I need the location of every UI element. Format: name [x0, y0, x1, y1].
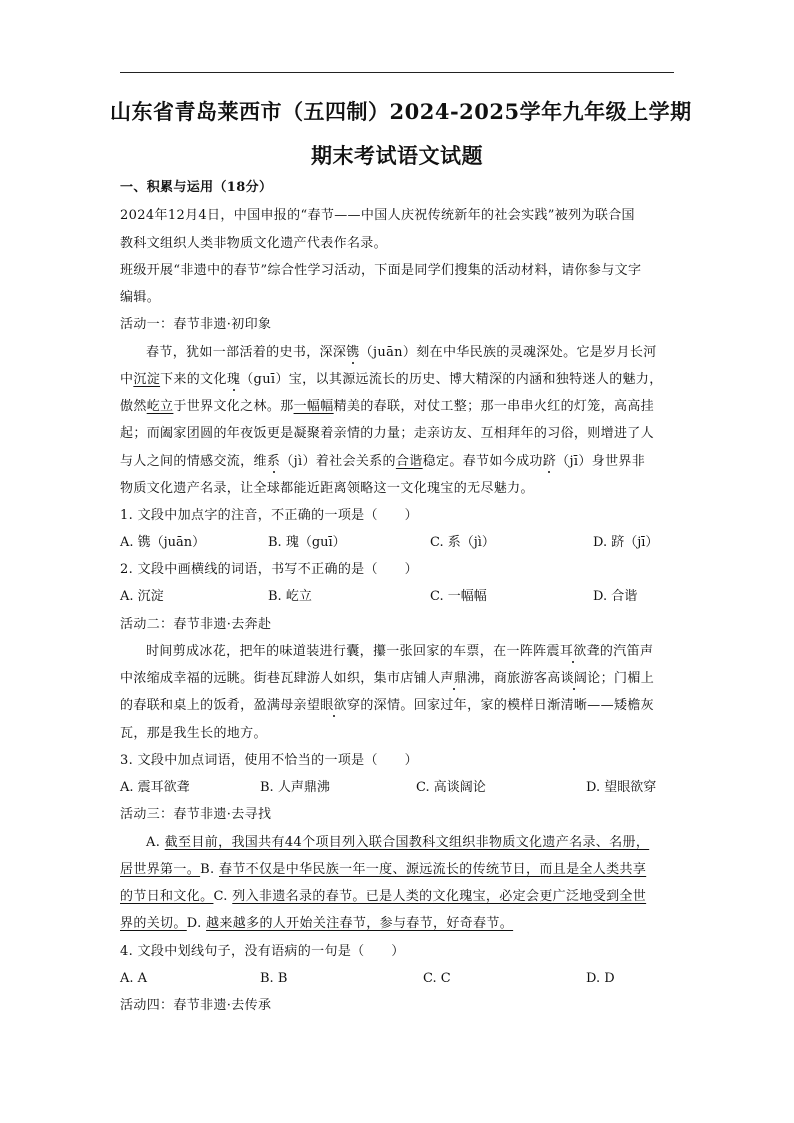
text-run: 傲然 [120, 399, 147, 414]
question-stem: 3. 文段中加点词语，使用不恰当的一项是（ ） [120, 753, 418, 768]
activity-heading: 活动一：春节非遗·初印象 [120, 317, 272, 332]
paragraph-line [120, 373, 663, 386]
text-run: 春节，犹如一部活着的史书，深深 [146, 345, 347, 360]
option-c[interactable]: C. 系（jì） [430, 535, 495, 550]
text-run: ，商旅游客 [480, 671, 548, 686]
question-stem: 2. 文段中画横线的词语，书写不正确的是（ ） [120, 562, 418, 577]
option-b[interactable]: B. B [260, 971, 288, 986]
underlined-sentence: 春节不仅是中华民族一年一度、源远流长的传统节日，而且是全人类共享 [218, 862, 647, 877]
underlined-word: 屹立 [146, 399, 174, 414]
underlined-sentence: 列入非遗名录的春节。已是人类的文化瑰宝，必定会更广泛地受到全世 [232, 889, 647, 904]
text-run: 中浓缩成幸福的远眺。街巷瓦肆游人如织，集市店铺 [120, 671, 428, 686]
intro-line: 2024年12月4日，中国申报的“春节——中国人庆祝传统新年的社会实践”被列为联合国 [120, 208, 635, 223]
text-run: 精美的春联，对仗工整；那一串串火红的灯笼，高高挂 [333, 399, 655, 414]
paragraph-line [120, 917, 513, 930]
activity-heading: 活动二：春节非遗·去奔赴 [120, 617, 272, 632]
page-subtitle: 期末考试语文试题 [311, 143, 483, 168]
page-title: 山东省青岛莱西市（五四制）2024-2025学年九年级上学期 [110, 99, 692, 124]
intro-line: 班级开展“非遗中的春节”综合性学习活动，下面是同学们搜集的活动材料，请你参与文字 [120, 263, 642, 278]
underlined-sentence: 居世界第一。 [120, 862, 201, 877]
paragraph-line [120, 863, 646, 876]
paragraph-line [120, 699, 654, 712]
sentence-label: C. [213, 889, 233, 904]
paragraph-line [120, 890, 646, 903]
option-d[interactable]: D. 合谐 [593, 589, 638, 604]
underlined-word: 一幅幅 [293, 399, 334, 414]
text-run: 于世界文化之林。那 [173, 399, 294, 414]
sentence-label: A. [146, 835, 165, 850]
text-run: 中 [120, 372, 134, 387]
dotted-char: 跻 [542, 454, 557, 469]
underlined-sentence: 界的关切。 [120, 916, 187, 931]
dotted-phrase: 人声鼎沸 [427, 671, 481, 686]
activity-heading: 活动四：春节非遗·去传承 [120, 998, 272, 1013]
sentence-label: D. [186, 916, 207, 931]
option-d[interactable]: D. 望眼欲穿 [586, 780, 657, 795]
underlined-sentence: 的节日和文化。 [120, 889, 214, 904]
paragraph-line [120, 455, 645, 468]
option-c[interactable]: C. 一幅幅 [430, 589, 487, 604]
underlined-word: 沉淀 [133, 372, 161, 387]
underlined-word: 合谐 [395, 454, 423, 469]
intro-line: 编辑。 [120, 290, 161, 305]
option-a[interactable]: A. A [120, 971, 148, 986]
text-run: ；门楣上 [600, 671, 655, 686]
paragraph-line [120, 672, 654, 685]
dotted-phrase: 高谈阔论 [547, 671, 601, 686]
text-run: 的春联和桌上的饭肴，盈满母亲 [120, 698, 307, 713]
paragraph-line [120, 400, 654, 413]
text-run: （jī）身世界非 [556, 454, 646, 469]
option-d[interactable]: D. D [586, 971, 615, 986]
option-a[interactable]: A. 镌（juān） [120, 535, 206, 550]
option-b[interactable]: B. 瑰（guī） [268, 535, 346, 550]
dotted-char: 镌 [346, 345, 360, 360]
option-c[interactable]: C. 高谈阔论 [416, 780, 486, 795]
text-run: 稳定。春节如今成功 [422, 454, 543, 469]
paragraph-line: 起；而阖家团圆的年夜饭更是凝聚着亲情的力量；走亲访友、互相拜年的习俗，则增进了人 [120, 426, 655, 441]
paragraph-line: 物质文化遗产名录，让全球都能近距离领略这一文化瑰宝的无尽魅力。 [120, 481, 534, 496]
section-heading: 一、积累与运用（18分） [120, 180, 273, 195]
text-run: 时间剪成冰花，把年的味道装进行囊，攥一张回家的车票，在一阵阵 [146, 644, 547, 659]
text-run: （guī）宝，以其源远流长的历史、博大精深的内涵和独特迷人的魅力， [240, 372, 663, 387]
question-stem: 1. 文段中加点字的注音，不正确的一项是（ ） [120, 508, 418, 523]
option-b[interactable]: B. 屹立 [268, 589, 312, 604]
header-rule [120, 72, 674, 73]
text-run: （juān）刻在中华民族的灵魂深处。它是岁月长河 [359, 345, 657, 360]
paragraph-line [146, 346, 657, 359]
dotted-char: 系 [266, 454, 281, 469]
option-d[interactable]: D. 跻（jī） [593, 535, 659, 550]
question-stem: 4. 文段中划线句子，没有语病的一句是（ ） [120, 944, 405, 959]
text-run: 的深情。回家过年，家的模样日渐清晰——矮檐灰 [360, 698, 655, 713]
option-a[interactable]: A. 沉淀 [120, 589, 164, 604]
underlined-sentence: 越来越多的人开始关注春节，参与春节，好奇春节。 [206, 916, 514, 931]
paragraph-line [146, 836, 649, 849]
underlined-sentence: 截至目前，我国共有44个项目列入联合国教科文组织非物质文化遗产名录、名册， [164, 835, 650, 850]
intro-line: 教科文组织人类非物质文化遗产代表作名录。 [120, 236, 388, 251]
option-c[interactable]: C. C [423, 971, 451, 986]
dotted-phrase: 望眼欲穿 [306, 698, 361, 713]
paragraph-line [146, 645, 653, 658]
text-run: 与人之间的情感交流，维 [120, 454, 267, 469]
text-run: （jì）着社会关系的 [280, 454, 396, 469]
activity-heading: 活动三：春节非遗·去寻找 [120, 807, 272, 822]
option-a[interactable]: A. 震耳欲聋 [120, 780, 190, 795]
option-b[interactable]: B. 人声鼎沸 [260, 780, 330, 795]
dotted-char: 瑰 [226, 372, 241, 387]
sentence-label: B. [200, 862, 219, 877]
text-run: 的汽笛声 [599, 644, 654, 659]
paragraph-line: 瓦，那是我生长的地方。 [120, 726, 267, 741]
dotted-phrase: 震耳欲聋 [546, 644, 600, 659]
text-run: 下来的文化 [160, 372, 227, 387]
